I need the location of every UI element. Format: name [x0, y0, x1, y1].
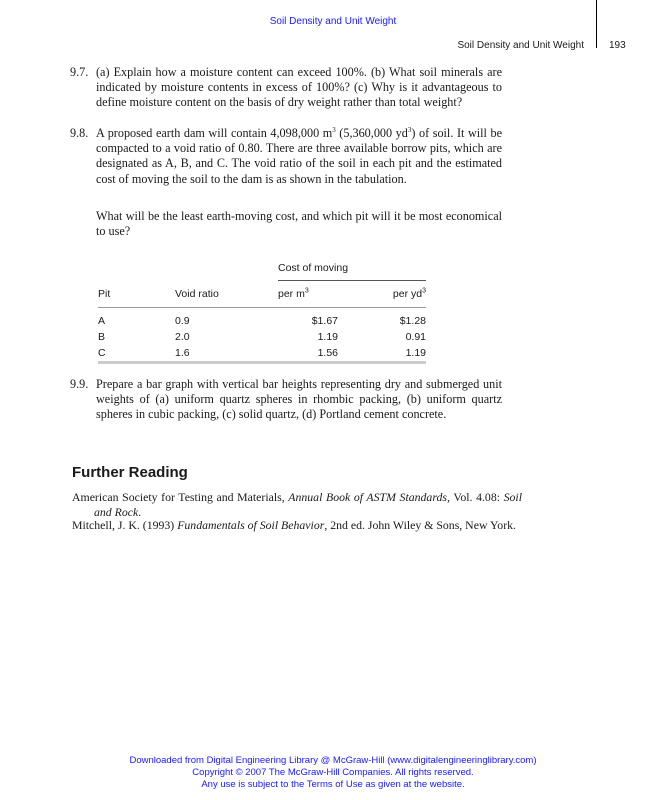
- problem-9-8: [70, 126, 502, 239]
- table-row: [98, 329, 426, 345]
- cell-per-yd3: 0.91: [405, 330, 426, 343]
- running-head: Soil Density and Unit Weight: [457, 40, 584, 51]
- ref-title: Annual Book of ASTM Standards: [288, 490, 447, 504]
- table-row: [98, 313, 426, 329]
- superscript: 3: [304, 287, 309, 295]
- ref-text: .: [138, 504, 142, 519]
- group-header: Cost of moving: [278, 262, 426, 281]
- header-divider: [596, 0, 597, 48]
- page-number: 193: [609, 40, 626, 51]
- footer-copyright[interactable]: Copyright © 2007 The McGraw-Hill Companies. All rights reserved.: [192, 767, 474, 778]
- top-title-link[interactable]: Soil Density and Unit Weight: [269, 16, 397, 27]
- reference-item: [72, 518, 522, 533]
- ref-title: Fundamentals of Soil Behavior: [177, 518, 325, 532]
- col-header-per-yd3: [338, 281, 426, 308]
- header-text: per m: [278, 287, 305, 300]
- cell-per-m3: 1.56: [317, 346, 338, 359]
- cell-void: 2.0: [175, 330, 190, 343]
- pit-cost-table: [98, 262, 426, 364]
- cell-void: 0.9: [175, 314, 190, 327]
- superscript: 3: [407, 125, 412, 134]
- ref-text: American Society for Testing and Materials,: [72, 490, 289, 504]
- problem-number: 9.7.: [70, 65, 89, 79]
- table-row: [98, 345, 426, 363]
- problem-question: What will be the least earth-moving cost, and which pit will it be most economical to use?: [96, 208, 502, 239]
- problem-9-9: [70, 377, 502, 423]
- cell-per-m3: $1.67: [311, 314, 338, 327]
- reference-item: [72, 490, 522, 519]
- col-header-per-m3: [278, 281, 338, 308]
- superscript: 3: [332, 125, 336, 134]
- problem-number: 9.8.: [70, 126, 89, 140]
- superscript: 3: [422, 287, 426, 295]
- problem-text: (a) Explain how a moisture content can exceed 100%. (b) What soil minerals are indicated by moisture contents in excess of 100%? (c) Why is it advantageous to define moisture content on the basis of dry weight rather than total weight?: [96, 65, 502, 110]
- text-part: (5,360,000 yd: [335, 126, 408, 140]
- footer-terms[interactable]: Any use is subject to the Terms of Use as given at the website.: [201, 779, 465, 790]
- further-reading-heading: Further Reading: [72, 464, 188, 481]
- problem-number: 9.9.: [70, 377, 89, 391]
- problem-9-7: [70, 65, 502, 111]
- text-part: ) of soil. It will be compacted to a void ratio of 0.80. There are three available borrow pits, which are designated as A, B, and C. The void ratio of the soil in each pit and the estimated cost of moving the soil to the dam is as shown in the tabulation.: [96, 126, 502, 186]
- cell-per-m3: 1.19: [317, 330, 338, 343]
- ref-text: Mitchell, J. K. (1993): [72, 518, 178, 532]
- cell-void: 1.6: [175, 346, 190, 359]
- text-part: A proposed earth dam will contain 4,098,000 m: [96, 126, 333, 140]
- ref-text: , 2nd ed. John Wiley & Sons, New York.: [324, 518, 516, 532]
- problem-text: [96, 126, 502, 187]
- col-header-void-ratio: Void ratio: [175, 287, 219, 300]
- cell-pit: C: [98, 346, 106, 359]
- header-text: per yd: [392, 287, 423, 300]
- cell-per-yd3: 1.19: [405, 346, 426, 359]
- footer-download-link[interactable]: Downloaded from Digital Engineering Library @ McGraw-Hill (www.digitalengineeringlibrary.com): [129, 755, 537, 766]
- col-header-pit: Pit: [98, 287, 111, 300]
- ref-title: Soil and Rock: [94, 490, 522, 519]
- ref-text: , Vol. 4.08:: [446, 490, 504, 504]
- cell-per-yd3: $1.28: [399, 314, 426, 327]
- problem-text: Prepare a bar graph with vertical bar heights representing dry and submerged unit weights of (a) uniform quartz spheres in rhombic packing, (b) uniform quartz spheres in cubic packing, (c) solid quartz, (d) Portland cement concrete.: [96, 377, 502, 422]
- cell-pit: B: [98, 330, 106, 343]
- cell-pit: A: [98, 314, 106, 327]
